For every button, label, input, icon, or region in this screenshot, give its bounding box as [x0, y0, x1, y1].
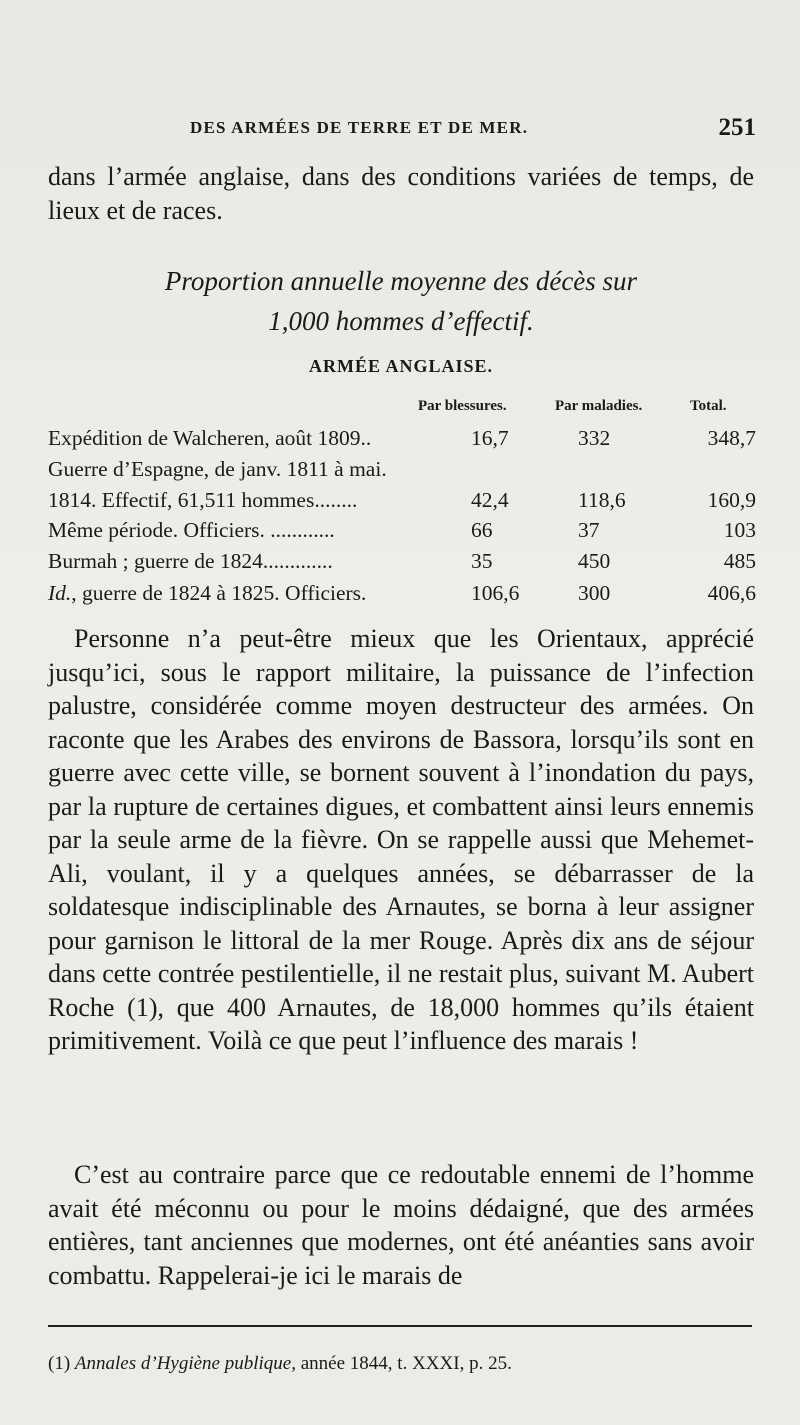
column-header-total: Total.	[690, 398, 727, 414]
row-value-total: 485	[723, 549, 756, 573]
row-value-total: 160,9	[707, 488, 756, 512]
row-label-text: , guerre de 1824 à 1825. Officiers.	[71, 581, 367, 605]
column-header-blessures: Par blessures.	[418, 398, 507, 414]
row-value-blessures: 16,7	[471, 426, 509, 450]
row-label: Guerre d’Espagne, de janv. 1811 à mai.	[48, 457, 387, 481]
row-value-maladies: 118,6	[578, 488, 626, 512]
table-row	[48, 549, 758, 579]
table-row	[48, 426, 758, 456]
row-value-maladies: 450	[578, 549, 611, 573]
column-header-maladies: Par maladies.	[555, 398, 643, 414]
table-title-line-2: 1,000 hommes d’effectif.	[268, 306, 534, 336]
page-header	[50, 114, 762, 148]
row-value-maladies: 37	[578, 518, 600, 542]
table-row	[48, 457, 758, 487]
table-row	[48, 581, 758, 611]
running-title: DES ARMÉES DE TERRE ET DE MER.	[190, 118, 529, 137]
footnote-details: année 1844, t. XXXI, p. 25.	[300, 1353, 512, 1374]
row-label: Burmah ; guerre de 1824.............	[48, 549, 333, 573]
table-title	[48, 262, 754, 342]
row-value-total: 406,6	[707, 581, 756, 605]
row-label	[48, 581, 366, 606]
row-label-prefix: Id.	[48, 581, 72, 605]
table-section-heading: ARMÉE ANGLAISE.	[308, 356, 494, 376]
row-value-blessures: 35	[471, 549, 493, 573]
footnote	[48, 1352, 754, 1376]
table-row	[48, 518, 758, 548]
row-value-blessures: 106,6	[471, 581, 520, 605]
row-label: 1814. Effectif, 61,511 hommes........	[48, 488, 358, 512]
row-label: Expédition de Walcheren, août 1809..	[48, 426, 372, 450]
intro-paragraph: dans l’armée anglaise, dans des conditions variées de temps, de lieux et de races.	[48, 162, 754, 225]
body-paragraph-1: Personne n’a peut-être mieux que les Orientaux, apprécié jusqu’ici, sous le rapport militaire, la puissance de l’infection palustre, considérée comme moyen destructeur des armées. On raconte que les Arabes des environs de Bassora, lorsqu’ils sont en guerre avec cette ville, se bornent souvent à l’inondation du pays, par la rupture de certaines digues, et combattent ainsi leurs ennemis par la seule arme de la fièvre. On se rappelle aussi que Mehemet-Ali, voulant, il y a quelques années, se débarrasser de la soldatesque indisciplinable des Arnautes, se borna à leur assigner pour garnison le littoral de la mer Rouge. Après dix ans de séjour dans cette contrée pestilentielle, il ne restait plus, suivant M. Aubert Roche (1), que 400 Arnautes, de 18,000 hommes qu’ils étaient primitivement. Voilà ce que peut l’influence des marais !	[48, 624, 754, 1055]
table-title-line-1: Proportion annuelle moyenne des décès sur	[164, 266, 638, 296]
row-value-total: 348,7	[707, 426, 756, 450]
row-label: Même période. Officiers. ............	[48, 518, 335, 542]
row-value-blessures: 42,4	[471, 488, 509, 512]
row-value-blessures: 66	[471, 518, 493, 542]
table-row	[48, 488, 758, 518]
footnote-divider	[48, 1325, 752, 1327]
page-number: 251	[718, 114, 756, 141]
footnote-marker: (1)	[48, 1353, 71, 1374]
row-value-maladies: 300	[578, 581, 611, 605]
body-paragraph-2: C’est au contraire parce que ce redoutable ennemi de l’homme avait été méconnu ou pour le moins dédaigné, que des armées entières, tant anciennes que modernes, ont été anéanties sans avoir combattu. Rappelerai-je ici le marais de	[48, 1160, 754, 1290]
footnote-source: Annales d’Hygiène publique,	[74, 1353, 296, 1374]
row-value-maladies: 332	[578, 426, 611, 450]
row-value-total: 103	[723, 518, 756, 542]
